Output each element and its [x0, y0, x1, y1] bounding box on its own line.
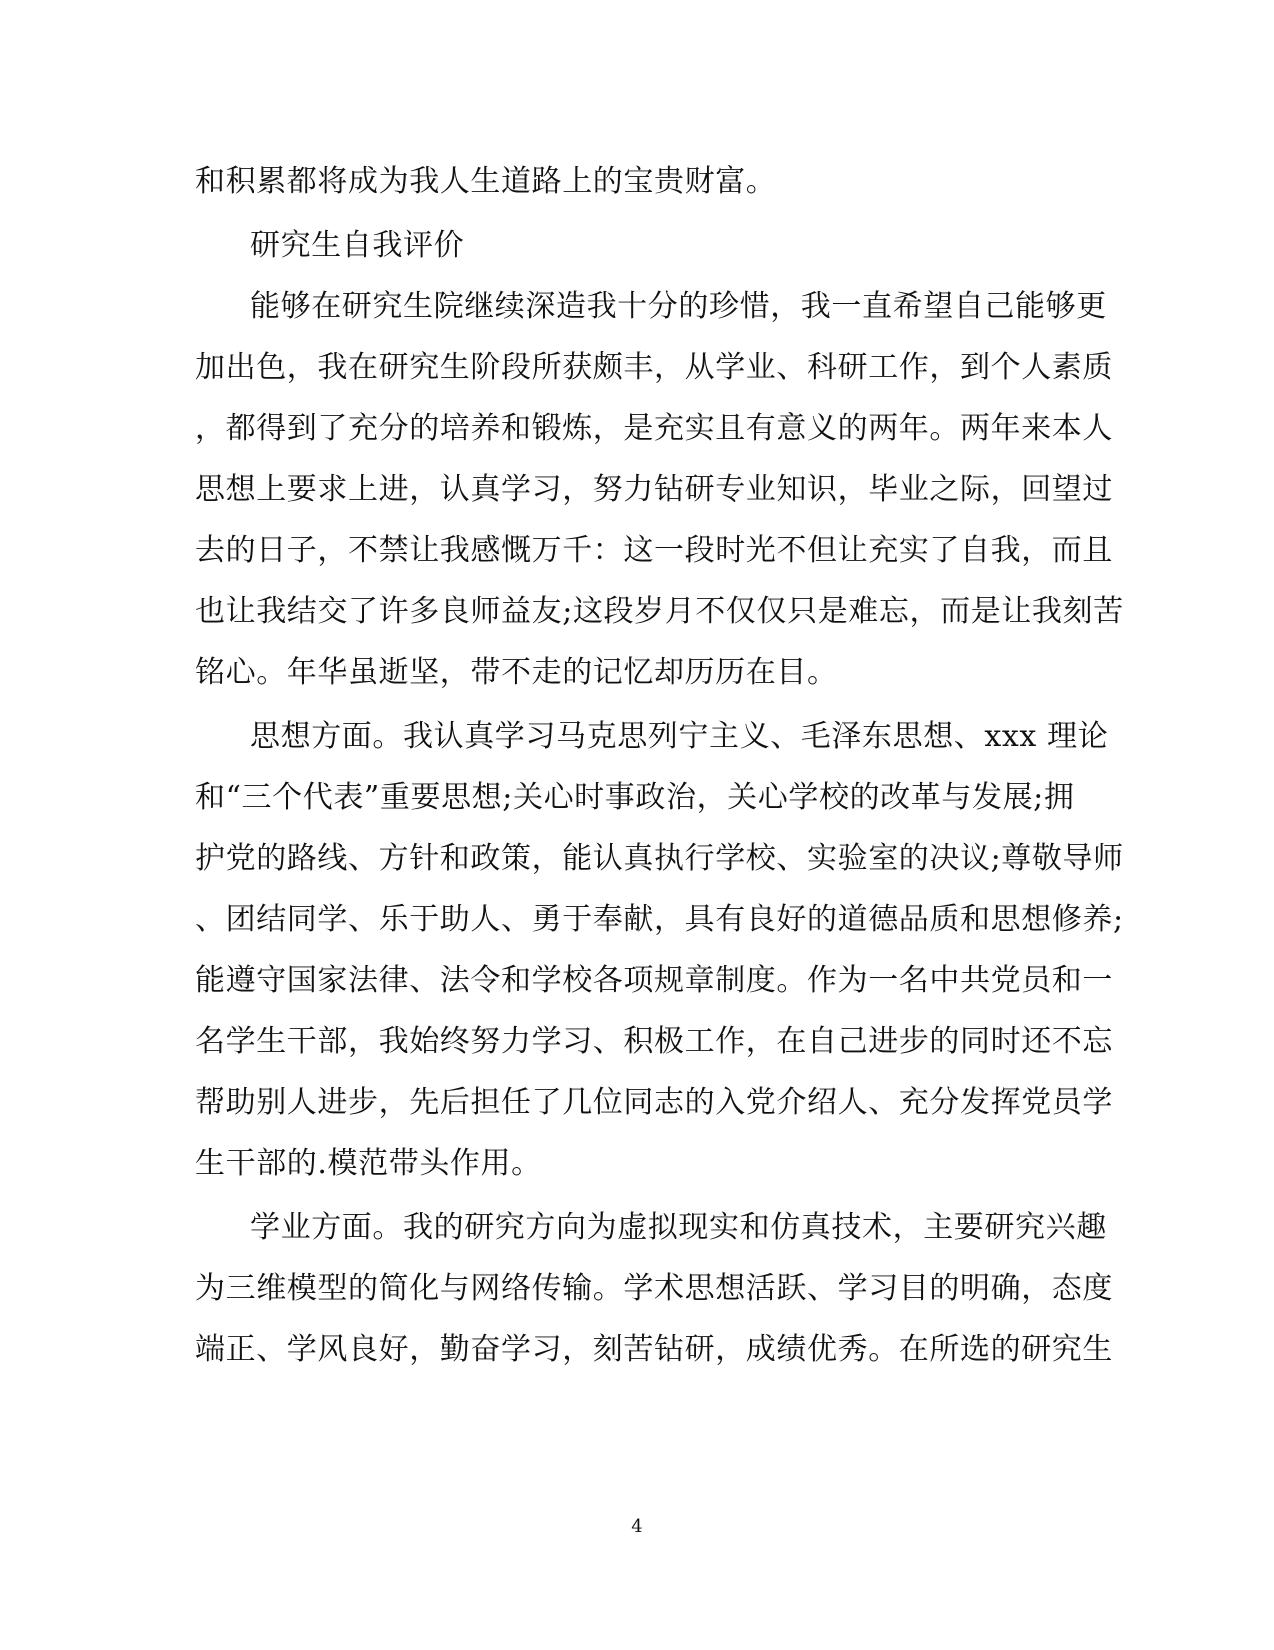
text-line: 加出色，我在研究生阶段所获颇丰，从学业、科研工作，到个人素质 — [195, 350, 1113, 385]
text-line: 护党的路线、方针和政策，能认真执行学校、实验室的决议;尊敬导师 — [195, 841, 1124, 876]
text-line: 为三维模型的简化与网络传输。学术思想活跃、学习目的明确，态度 — [195, 1271, 1113, 1306]
page-number: 4 — [631, 1516, 643, 1537]
text-line: 和积累都将成为我人生道路上的宝贵财富。 — [195, 164, 777, 199]
text-line: 和“三个代表”重要思想;关心时事政治，关心学校的改革与发展;拥 — [195, 780, 1075, 815]
text-line: ，都得到了充分的培养和锻炼，是充实且有意义的两年。两年来本人 — [195, 411, 1113, 446]
text-line: 生干部的.模范带头作用。 — [195, 1146, 542, 1181]
text-line: 学业方面。我的研究方向为虚拟现实和仿真技术，主要研究兴趣 — [250, 1210, 1107, 1245]
text-line: 名学生干部，我始终努力学习、积极工作，在自己进步的同时还不忘 — [195, 1024, 1113, 1059]
text-line: 也让我结交了许多良师益友;这段岁月不仅仅只是难忘，而是让我刻苦 — [195, 594, 1124, 629]
text-line: 帮助别人进步，先后担任了几位同志的入党介绍人、充分发挥党员学 — [195, 1085, 1113, 1120]
text-line: 端正、学风良好，勤奋学习，刻苦钻研，成绩优秀。在所选的研究生 — [195, 1332, 1113, 1367]
text-line: 去的日子，不禁让我感慨万千：这一段时光不但让充实了自我，而且 — [195, 533, 1113, 568]
text-line: 、团结同学、乐于助人、勇于奉献，具有良好的道德品质和思想修养; — [195, 902, 1124, 937]
text-line: 思想上要求上进，认真学习，努力钻研专业知识，毕业之际，回望过 — [195, 472, 1113, 507]
section-heading: 研究生自我评价 — [250, 228, 465, 263]
text-line: 能够在研究生院继续深造我十分的珍惜，我一直希望自己能够更 — [250, 289, 1107, 324]
text-line: 能遵守国家法律、法令和学校各项规章制度。作为一名中共党员和一 — [195, 963, 1113, 998]
text-line: 思想方面。我认真学习马克思列宁主义、毛泽东思想、xxx 理论 — [250, 719, 1109, 754]
text-line: 铭心。年华虽逝坚，带不走的记忆却历历在目。 — [195, 655, 838, 690]
